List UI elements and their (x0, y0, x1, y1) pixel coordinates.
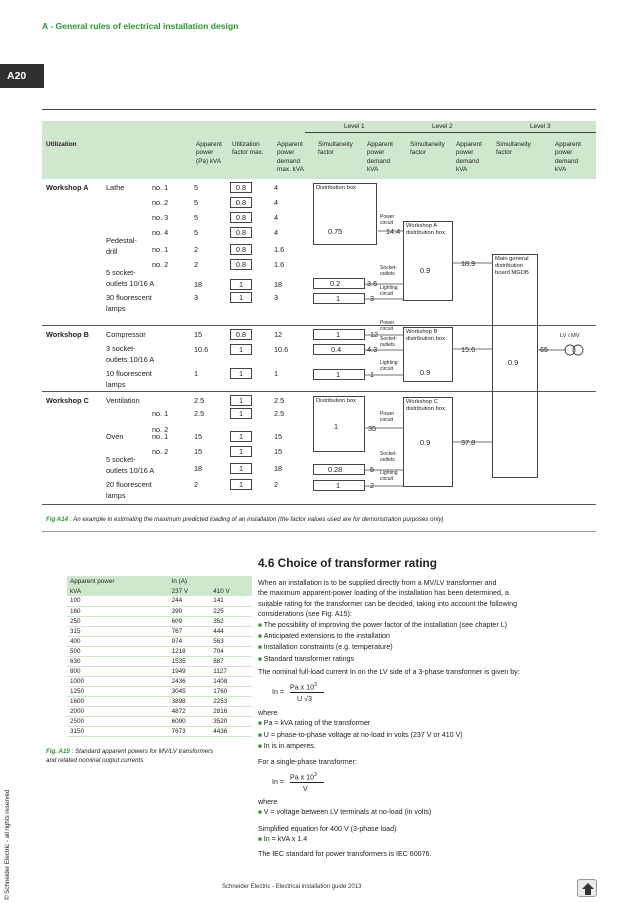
demand-max-value: 12 (274, 330, 283, 339)
table-cell: 887 (210, 656, 252, 666)
col-demand-2: Apparent power demand kVA (456, 141, 482, 173)
demand-value: 2 (370, 481, 375, 490)
item-label: lamps (106, 491, 126, 500)
apparent-power-value: 5 (194, 228, 199, 237)
item-label: drill (106, 247, 118, 256)
demand-max-value: 4 (274, 198, 279, 207)
simultaneity-value: 0.9 (508, 358, 519, 367)
item-label: Pedestal- (106, 236, 137, 245)
circuit-label: Socket-outlets (380, 265, 397, 277)
table-row (67, 596, 252, 606)
table-cell: 352 (210, 616, 252, 626)
apparent-power-value: 2.5 (194, 409, 205, 418)
transformer-icon (565, 345, 575, 355)
table-cell: 767 (169, 626, 211, 636)
copyright-vertical: © Schneider Electric - all rights reserved (4, 789, 11, 900)
item-label: outlets 10/16 A (106, 355, 155, 364)
utilization-factor-value: 1 (238, 293, 244, 302)
table-cell: 3898 (169, 696, 211, 706)
section-intro: When an installation is to be supplied directly from a MV/LV transformer and the maximum apparent-power loading of the installation has been determined, a suitable rating for the transformer can be decided, taking into account the following considerations (see Fig. A15): ■ The possibility of improving the power factor of the installation (see chapter L) ■ Anticipated extensions to the installation ■ Installation constraints (e.g. temperature) ■ Standard transformer ratings (258, 578, 517, 665)
col-utilization-factor: Utilization factor max. (232, 141, 264, 157)
col-utilization: Utilization (46, 141, 77, 148)
circuit-label: Socket-outlets (380, 451, 397, 463)
table-cell: 390 (169, 606, 211, 616)
demand-max-value: 2 (274, 480, 279, 489)
apparent-power-value: 3 (194, 293, 199, 302)
utilization-factor-value: 0.8 (235, 198, 247, 207)
table-row (67, 616, 252, 626)
where-block-2: where ■ V = voltage between LV terminals at no-load (in volts) (258, 797, 431, 819)
col-apparent-demand-max: Apparent power demand max. kVA (277, 141, 304, 173)
item-label: lamps (106, 380, 126, 389)
group-workshop-c: Workshop C (46, 396, 89, 405)
simultaneity-value: 0.9 (420, 368, 431, 377)
demand-max-value: 4 (274, 183, 279, 192)
simultaneity-value: 0.4 (331, 345, 342, 354)
table-cell: 630 (67, 656, 169, 666)
distribution-box-c: Distribution box (313, 396, 365, 452)
section-title: 4.6 Choice of transformer rating (258, 556, 437, 570)
machine-number: no. 1 (152, 432, 169, 441)
table-cell: 704 (210, 646, 252, 656)
footer: Schneider Electric - Electrical installation guide 2013 (222, 884, 362, 890)
home-icon (578, 880, 598, 898)
demand-max-value: 18 (274, 464, 283, 473)
circuit-label: Lighting circuit (380, 470, 398, 482)
utilization-factor-value: 1 (238, 280, 244, 289)
fraction-bar (290, 782, 324, 783)
machine-number: no. 2 (152, 425, 169, 434)
table-row (67, 636, 252, 646)
table-cell: 400 (67, 636, 169, 646)
circuit-label: Power circuit (380, 411, 395, 423)
home-button[interactable] (577, 879, 597, 897)
formula2-numerator: Pa x $10^3$ (290, 772, 317, 782)
apparent-power-value: 2.5 (194, 396, 205, 405)
table-cell: 7673 (169, 726, 211, 736)
utilization-factor-value: 0.8 (235, 213, 247, 222)
item-label: lamps (106, 304, 126, 313)
item-label: Lathe (106, 183, 125, 192)
machine-number: no. 2 (152, 260, 169, 269)
table-cell: 800 (67, 666, 169, 676)
group-workshop-a: Workshop A (46, 183, 89, 192)
utilization-factor-value: 1 (238, 480, 244, 489)
col-apparent-power: Apparent power (Pa) kVA (196, 141, 222, 165)
demand-value: 18.9 (461, 259, 476, 268)
machine-number: no. 2 (152, 198, 169, 207)
demand-max-value: 2.5 (274, 396, 285, 405)
table-row (67, 716, 252, 726)
demand-value: 35 (368, 424, 377, 433)
single-phase-text: For a single-phase transformer: (258, 758, 357, 766)
utilization-factor-value: 0.8 (235, 330, 247, 339)
table-row (67, 686, 252, 696)
apparent-power-value: 18 (194, 464, 203, 473)
figure-a15-caption-line2: and related nominal output currents (46, 757, 144, 764)
distribution-box-a: Distribution box (313, 183, 377, 245)
demand-max-value: 4 (274, 228, 279, 237)
machine-number: no. 1 (152, 409, 169, 418)
machine-number: no. 1 (152, 183, 169, 192)
table-cell: 1250 (67, 686, 169, 696)
table-cell: 1127 (210, 666, 252, 676)
table-cell: 1408 (210, 676, 252, 686)
table-cell: 2500 (67, 716, 169, 726)
workshop-a-distribution-box: Workshop A distribution box (403, 221, 453, 301)
col-simultaneity-2: Simultaneity factor (410, 141, 445, 157)
item-label: 5 socket- (106, 268, 136, 277)
utilization-factor-value: 1 (238, 345, 244, 354)
demand-value: 14.4 (386, 227, 401, 236)
simultaneity-value: 0.9 (420, 266, 431, 275)
demand-max-value: 10.6 (274, 345, 289, 354)
workshop-c-distribution-box: Workshop C distribution box (403, 397, 453, 487)
table-row (67, 726, 252, 736)
utilization-factor-value: 0.8 (235, 260, 247, 269)
utilization-factor-value: 1 (238, 447, 244, 456)
table-row (67, 606, 252, 616)
group-workshop-b: Workshop B (46, 330, 89, 339)
formula2-in-label: In = (272, 778, 285, 786)
demand-max-value: 1.6 (274, 245, 285, 254)
level-3-label: Level 3 (530, 123, 551, 130)
demand-max-value: 1 (274, 369, 279, 378)
formula-denominator: U √3 (297, 695, 312, 703)
utilization-factor-value: 1 (238, 432, 244, 441)
apparent-power-value: 5 (194, 198, 199, 207)
machine-number: no. 3 (152, 213, 169, 222)
apparent-power-value: 15 (194, 432, 203, 441)
apparent-power-value: 18 (194, 280, 203, 289)
simultaneity-value: 0.75 (328, 227, 343, 236)
table-row (67, 676, 252, 686)
demand-value: 1 (370, 370, 375, 379)
simplified-block: Simplified equation for 400 V (3-phase load) ■ In = kVA x 1.4 The IEC standard for power transformers is IEC 60076. (258, 824, 431, 859)
chapter-header: A - General rules of electrical installation design (42, 21, 239, 31)
circuit-label: Lighting circuit (380, 285, 398, 297)
utilization-factor-value: 0.8 (235, 228, 247, 237)
level-2-label: Level 2 (432, 123, 453, 130)
table-row (67, 646, 252, 656)
level-1-label: Level 1 (344, 123, 365, 130)
table-cell: 500 (67, 646, 169, 656)
table-row (67, 696, 252, 706)
utilization-factor-value: 0.8 (235, 245, 247, 254)
item-label: 3 socket- (106, 344, 136, 353)
item-label: Ventilation (106, 396, 140, 405)
col-demand-1: Apparent power demand kVA (367, 141, 393, 173)
apparent-power-value: 1 (194, 369, 199, 378)
table-cell: 225 (210, 606, 252, 616)
circuit-label: Socket-outlets (380, 336, 397, 348)
simultaneity-value: 1 (336, 370, 341, 379)
table-cell: 2436 (169, 676, 211, 686)
lv-mv-label: LV / MV (560, 333, 580, 339)
nominal-current-text: The nominal full-load current In on the LV side of a 3-phase transformer is given by: (258, 668, 520, 676)
formula-in-label: In = (272, 688, 285, 696)
figure-a14-caption: Fig A14 : An example in estimating the maximum predicted loading of an installation (the factor values used are for demonstration purposes only) (46, 516, 444, 523)
table-cell: 609 (169, 616, 211, 626)
table-cell: 160 (67, 606, 169, 616)
demand-max-value: 3 (274, 293, 279, 302)
table-cell: 2000 (67, 706, 169, 716)
apparent-power-value: 2 (194, 245, 199, 254)
apparent-power-value: 15 (194, 447, 203, 456)
table-cell: 6090 (169, 716, 211, 726)
demand-value: 65 (540, 345, 549, 354)
demand-value: 4.3 (367, 345, 378, 354)
apparent-power-value: 15 (194, 330, 203, 339)
simultaneity-value: 1 (336, 481, 341, 490)
divider (42, 531, 596, 532)
item-label: Compressor (106, 330, 146, 339)
utilization-factor-value: 0.8 (235, 183, 247, 192)
demand-max-value: 15 (274, 432, 283, 441)
simultaneity-value: 0.9 (420, 438, 431, 447)
demand-max-value: 2.5 (274, 409, 285, 418)
demand-value: 3 (370, 294, 375, 303)
machine-number: no. 4 (152, 228, 169, 237)
circuit-label: Power circuit (380, 320, 395, 332)
col-demand-3: Apparent power demand kVA (555, 141, 581, 173)
demand-value: 12 (370, 330, 379, 339)
table-cell: 1000 (67, 676, 169, 686)
apparent-power-value: 5 (194, 213, 199, 222)
table-cell: 1218 (169, 646, 211, 656)
demand-value: 5 (370, 465, 375, 474)
item-label: Oven (106, 432, 124, 441)
apparent-power-value: 2 (194, 480, 199, 489)
table-cell: 3045 (169, 686, 211, 696)
utilization-factor-value: 1 (238, 464, 244, 473)
demand-max-value: 4 (274, 213, 279, 222)
table-cell: 563 (210, 636, 252, 646)
circuit-label: Lighting circuit (380, 360, 398, 372)
table-cell: 4436 (210, 726, 252, 736)
table-cell: 444 (210, 626, 252, 636)
table-row (67, 666, 252, 676)
utilization-factor-value: 1 (238, 409, 244, 418)
circuit-label: Power circuit (380, 214, 395, 226)
simultaneity-value: 0.2 (330, 279, 341, 288)
item-label: 30 fluorescent (106, 293, 152, 302)
table-cell: 1600 (67, 696, 169, 706)
formula-numerator: Pa x $10^3$ (290, 682, 317, 692)
utilization-factor-value: 1 (238, 396, 244, 405)
table-cell: 244 (169, 596, 211, 606)
workshop-b-distribution-box: Workshop B distribution box (403, 327, 453, 382)
table-cell: 250 (67, 616, 169, 626)
table-cell: 2816 (210, 706, 252, 716)
demand-max-value: 1.6 (274, 260, 285, 269)
demand-value: 3.6 (367, 279, 378, 288)
utilization-factor-value: 1 (238, 369, 244, 378)
main-distribution-board: Main general distribution board MGDB (492, 254, 538, 478)
table-cell: 4872 (169, 706, 211, 716)
table-row (67, 706, 252, 716)
item-label: outlets 10/16 A (106, 466, 155, 475)
table-cell: 141 (210, 596, 252, 606)
col-simultaneity-1: Simultaneity factor (318, 141, 353, 157)
figure-a15-caption: Fig. A15 : Standard apparent powers for MV/LV transformers (46, 748, 214, 755)
table-cell: 3520 (210, 716, 252, 726)
table-cell: 100 (67, 596, 169, 606)
where-block: where ■ Pa = kVA rating of the transformer ■ U = phase-to-phase voltage at no-load in volts (237 V or 410 V) ■ In is in amperes. (258, 708, 463, 753)
table-row (67, 656, 252, 666)
table-cell: 1760 (210, 686, 252, 696)
table-cell: 1535 (169, 656, 211, 666)
demand-max-value: 15 (274, 447, 283, 456)
page-number: A20 (0, 64, 44, 88)
table-row (67, 626, 252, 636)
demand-max-value: 18 (274, 280, 283, 289)
rating-table: Apparent power In (A) kVA 237 V 410 V 100 244 141 160 390 225 250 609 352 315 767 444 400 974 563 500 1218 704 630 1535 887 800 1949 1127 1000 2436 1408 1250 3045 1760 1600 3898 2253 2000 4872 2816 2500 6090 3520 3150 7673 4436 (67, 576, 252, 737)
table-cell: 1949 (169, 666, 211, 676)
item-label: 10 fluorescent (106, 369, 152, 378)
machine-number: no. 1 (152, 245, 169, 254)
table-cell: 974 (169, 636, 211, 646)
col-simultaneity-3: Simultaneity factor (496, 141, 531, 157)
formula2-denominator: V (303, 785, 308, 793)
item-label: outlets 10/16 A (106, 279, 155, 288)
apparent-power-value: 2 (194, 260, 199, 269)
simultaneity-value: 1 (336, 330, 341, 339)
table-cell: 315 (67, 626, 169, 636)
demand-value: 37.8 (461, 438, 476, 447)
simultaneity-value: 0.28 (328, 465, 343, 474)
demand-value: 15.6 (461, 345, 476, 354)
machine-number: no. 2 (152, 447, 169, 456)
fraction-bar (290, 692, 324, 693)
table-cell: 3150 (67, 726, 169, 736)
table-cell: 2253 (210, 696, 252, 706)
apparent-power-value: 10.6 (194, 345, 209, 354)
item-label: 5 socket- (106, 455, 136, 464)
simultaneity-value: 1 (334, 422, 339, 431)
item-label: 20 fluorescent (106, 480, 152, 489)
apparent-power-value: 5 (194, 183, 199, 192)
simultaneity-value: 1 (336, 294, 341, 303)
